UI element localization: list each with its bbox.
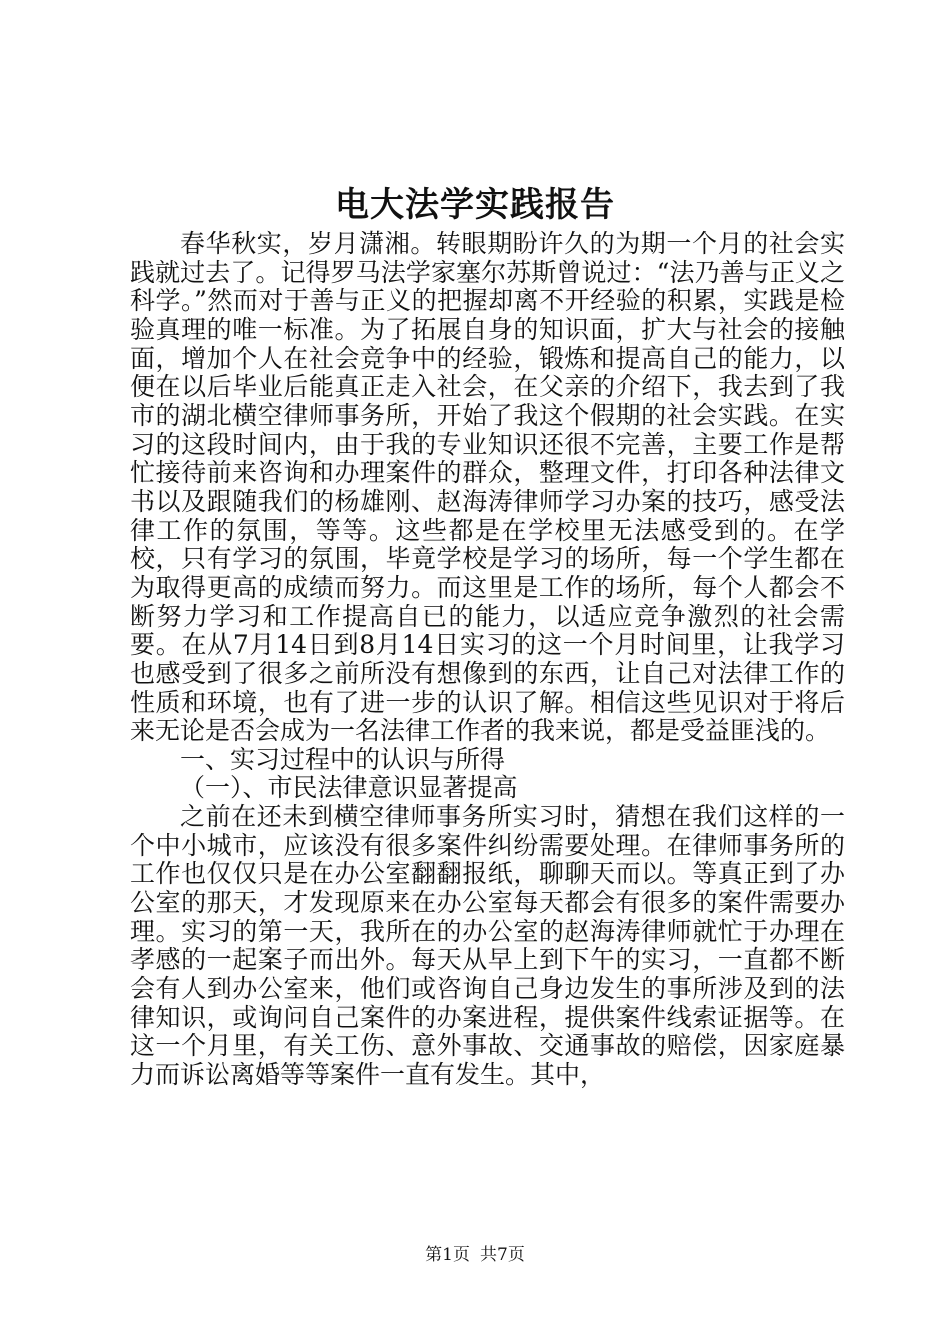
body-paragraph: 之前在还未到横空律师事务所实习时，猜想在我们这样的一个中小城市，应该没有很多案件纠纷需要处理。在律师事务所的工作也仅仅只是在办公室翻翻报纸，聊聊天而以。等真正到了办公室的那天，才发现原来在办公室每天都会有很多的案件需要办理。实习的第一天，我所在的办公室的赵海涛律师就忙于办理在孝感的一起案子而出外。每天从早上到下午的实习，一直都不断会有人到办公室来，他们或咨询自己身边发生的事所涉及到的法律知识，或询问自己案件的办案进程，提供案件线索证据等。在这一个月里，有关工伤、意外事故、交通事故的赔偿，因家庭暴力而诉讼离婚等等案件一直有发生。其中， [130,802,845,1090]
body-paragraph: 春华秋实，岁月潇湘。转眼期盼许久的为期一个月的社会实践就过去了。记得罗马法学家塞尔苏斯曾说过：“法乃善与正义之科学。”然而对于善与正义的把握却离不开经验的积累，实践是检验真理的唯一标准。为了拓展自身的知识面，扩大与社会的接触面，增加个人在社会竞争中的经验，锻炼和提高自己的能力，以便在以后毕业后能真正走入社会，在父亲的介绍下，我去到了我市的湖北横空律师事务所，开始了我这个假期的社会实践。在实习的这段时间内，由于我的专业知识还很不完善，主要工作是帮忙接待前来咨询和办理案件的群众，整理文件，打印各种法律文书以及跟随我们的杨雄刚、赵海涛律师学习办案的技巧，感受法律工作的氛围，等等。这些都是在学校里无法感受到的。在学校，只有学习的氛围，毕竟学校是学习的场所，每一个学生都在为取得更高的成绩而努力。而这里是工作的场所，每个人都会不断努力学习和工作提高自已的能力，以适应竞争激烈的社会需要。在从7月14日到8月14日实习的这一个月时间里，让我学习也感受到了很多之前所没有想像到的东西，让自己对法律工作的性质和环境，也有了进一步的认识了解。相信这些见识对于将后来无论是否会成为一名法律工作者的我来说，都是受益匪浅的。 [130,229,845,746]
subsection-heading: （一）、市民法律意识显著提高 [180,773,518,803]
page-footer [0,1243,950,1267]
section-heading: 一、实习过程中的认识与所得 [180,744,506,774]
document-body [130,230,845,1090]
document-title: 电大法学实践报告 [335,185,615,225]
page-number: 第1页 [425,1245,470,1265]
page-total: 共7页 [480,1245,525,1265]
